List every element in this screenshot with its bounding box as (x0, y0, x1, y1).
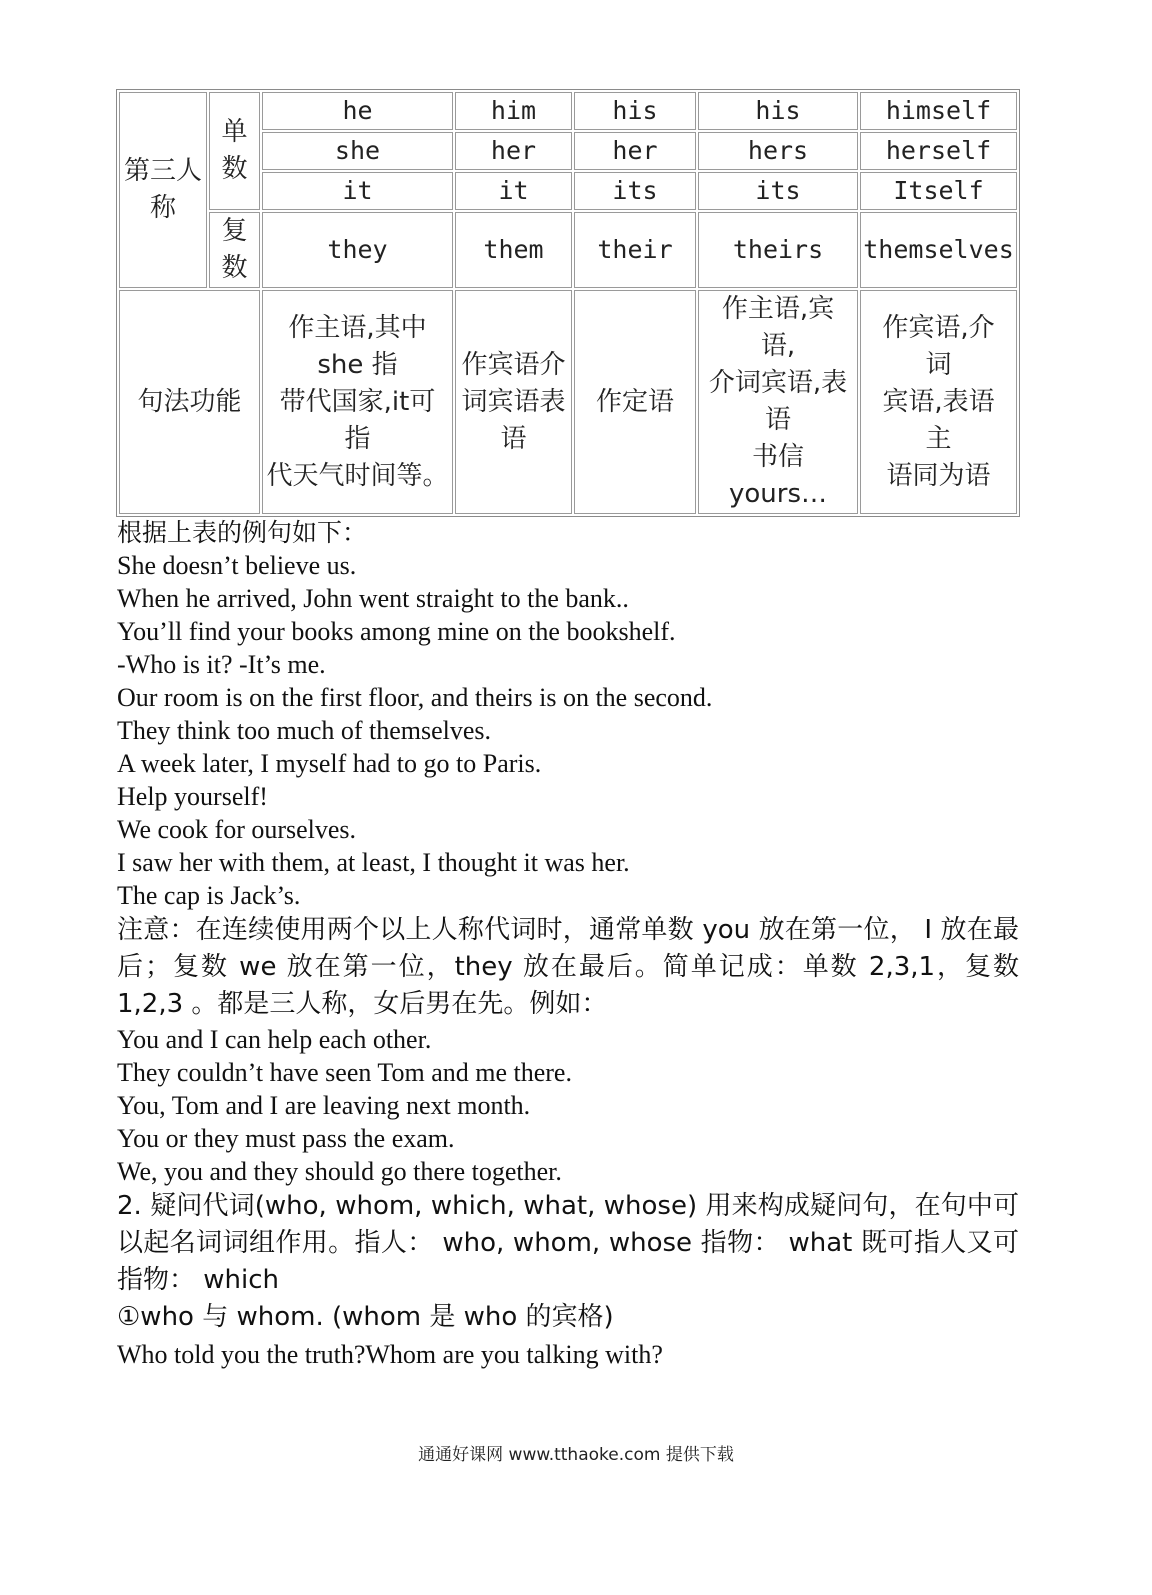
example-sentence: They think too much of themselves. (117, 716, 492, 745)
function-label: 句法功能 (119, 290, 260, 514)
table-cell: it (262, 172, 453, 210)
table-cell: she (262, 132, 453, 170)
function-cell-possessive: 作主语,宾 语, 介词宾语,表 语 书信 yours… (698, 290, 858, 514)
table-cell: them (455, 212, 572, 288)
table-cell: him (455, 92, 572, 130)
example-sentence: When he arrived, John went straight to the bank.. (117, 584, 629, 613)
table-cell: themselves (860, 212, 1017, 288)
order-example: You and I can help each other. (117, 1025, 432, 1054)
table-cell: they (262, 212, 453, 288)
example-sentence: I saw her with them, at least, I thought it was her. (117, 848, 630, 877)
table-cell: her (455, 132, 572, 170)
table-cell: hers (698, 132, 858, 170)
plural-label: 复数 (209, 212, 260, 288)
function-cell-reflexive: 作宾语,介 词 宾语,表语 主 语同为语 (860, 290, 1017, 514)
table-cell: its (574, 172, 696, 210)
example-sentence: -Who is it? -It’s me. (117, 650, 326, 679)
section-2-paragraph: 2. 疑问代词(who, whom, which, what, whose) 用来构成疑问句，在句中可以起名词词组作用。指人： who, whom, whose 指物： what 既可指人又可指物： which (117, 1191, 1019, 1295)
subsection-heading: ①who 与 whom. (whom 是 who 的宾格) (117, 1302, 614, 1332)
singular-label: 单数 (209, 92, 260, 210)
example-sentence: The cap is Jack’s. (117, 881, 301, 910)
table-cell: his (574, 92, 696, 130)
table-cell: his (698, 92, 858, 130)
example-sentence: Who told you the truth?Whom are you talking with? (117, 1340, 663, 1369)
table-cell: it (455, 172, 572, 210)
table-cell: Itself (860, 172, 1017, 210)
order-example: You or they must pass the exam. (117, 1124, 455, 1153)
table-cell: he (262, 92, 453, 130)
third-person-label: 第三人称 (119, 92, 207, 288)
table-cell: himself (860, 92, 1017, 130)
table-cell: their (574, 212, 696, 288)
example-sentence: We cook for ourselves. (117, 815, 357, 844)
page-footer: 通通好课网 www.tthaoke.com 提供下载 (418, 1445, 734, 1465)
function-cell-object: 作宾语介 词宾语表 语 (455, 290, 572, 514)
function-cell-attributive: 作定语 (574, 290, 696, 514)
example-sentence: You’ll find your books among mine on the bookshelf. (117, 617, 676, 646)
example-sentence: She doesn’t believe us. (117, 551, 357, 580)
example-sentence: A week later, I myself had to go to Paris. (117, 749, 542, 778)
example-sentence: Our room is on the first floor, and theirs is on the second. (117, 683, 713, 712)
note-paragraph: 注意：在连续使用两个以上人称代词时，通常单数 you 放在第一位， I 放在最后；复数 we 放在第一位，they 放在最后。简单记成：单数 2,3,1，复数 1,2,3 。都是三人称，女后男在先。例如： (117, 915, 1019, 1019)
pronoun-table (116, 89, 1020, 517)
order-example: We, you and they should go there together. (117, 1157, 562, 1186)
example-sentence: Help yourself! (117, 782, 268, 811)
table-cell: theirs (698, 212, 858, 288)
table-cell: its (698, 172, 858, 210)
order-example: They couldn’t have seen Tom and me there. (117, 1058, 572, 1087)
order-example: You, Tom and I are leaving next month. (117, 1091, 531, 1120)
table-cell: herself (860, 132, 1017, 170)
document-body (117, 516, 1019, 1373)
function-cell-subject: 作主语,其中 she 指 带代国家,it可 指 代天气时间等。 (262, 290, 453, 514)
table-cell: her (574, 132, 696, 170)
intro-line: 根据上表的例句如下： (117, 518, 368, 547)
